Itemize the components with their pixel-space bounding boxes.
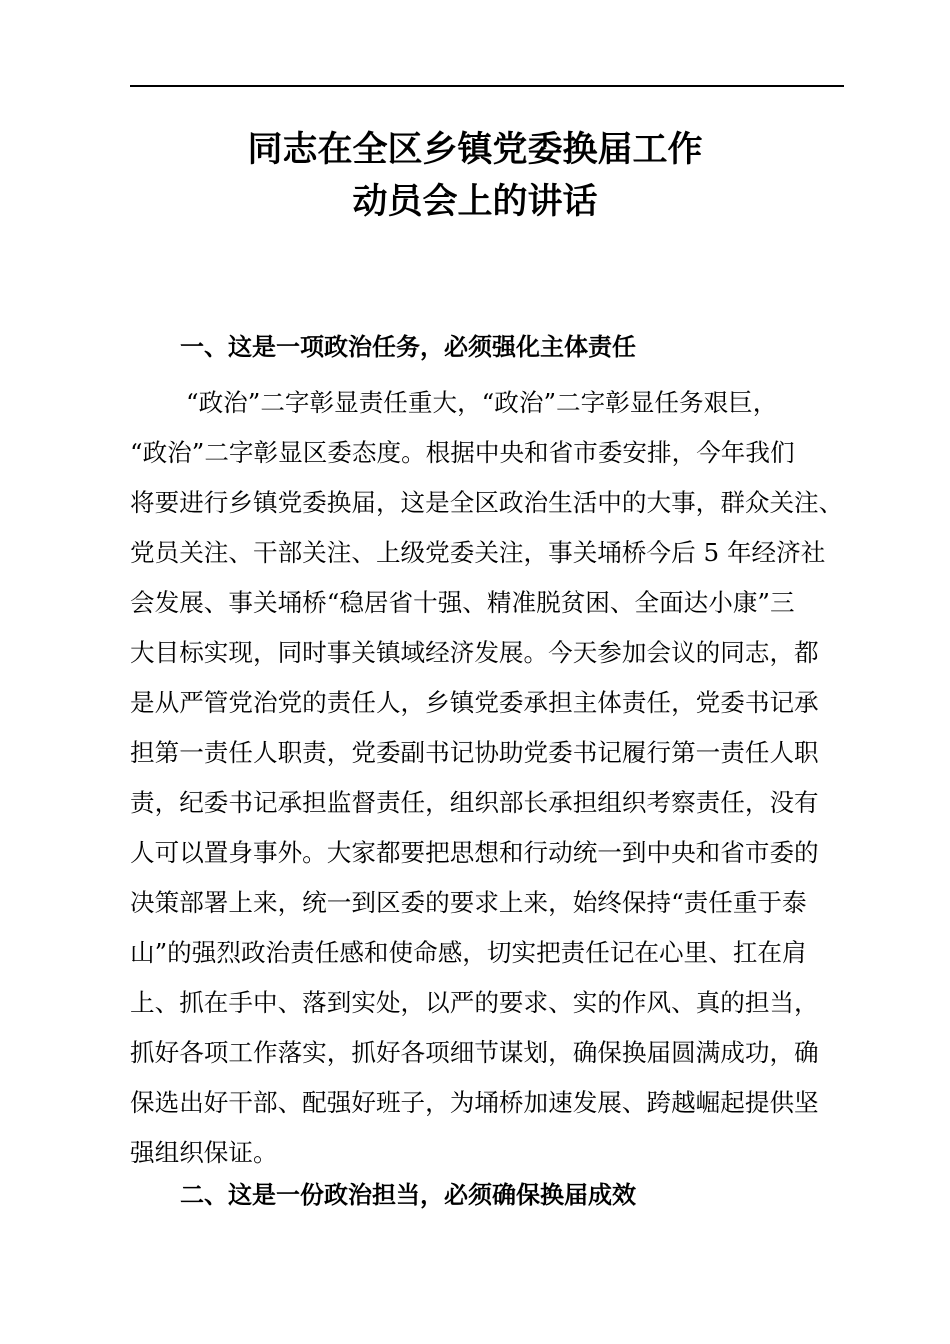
- body-line: 抓好各项工作落实，抓好各项细节谋划，确保换届圆满成功，确: [130, 1038, 819, 1067]
- body-line: 会发展、事关埇桥“稳居省十强、精准脱贫困、全面达小康”三: [130, 588, 795, 617]
- body-line: 人可以置身事外。大家都要把思想和行动统一到中央和省市委的: [130, 838, 819, 867]
- body-line: 山”的强烈政治责任感和使命感，切实把责任记在心里、扛在肩: [130, 938, 807, 967]
- section-1-heading: 一、这是一项政治任务，必须强化主体责任: [180, 333, 636, 361]
- body-line: 党员关注、干部关注、上级党委关注，事关埇桥今后 5 年经济社: [130, 538, 826, 567]
- body-line: 是从严管党治党的责任人，乡镇党委承担主体责任，党委书记承: [130, 688, 819, 717]
- body-line: 将要进行乡镇党委换届，这是全区政治生活中的大事，群众关注、: [130, 488, 844, 517]
- body-line: “政治”二字彰显责任重大，“政治”二字彰显任务艰巨，: [186, 388, 778, 417]
- body-line: 大目标实现，同时事关镇域经济发展。今天参加会议的同志，都: [130, 638, 819, 667]
- section-2-heading: 二、这是一份政治担当，必须确保换届成效: [180, 1181, 636, 1209]
- body-line: 担第一责任人职责，党委副书记协助党委书记履行第一责任人职: [130, 738, 819, 767]
- title-line-2: 动员会上的讲话: [352, 182, 598, 222]
- body-line: 保选出好干部、配强好班子，为埇桥加速发展、跨越崛起提供坚: [130, 1088, 819, 1117]
- top-rule: [130, 85, 844, 87]
- section-1-body: [130, 378, 850, 1178]
- body-line: “政治”二字彰显区委态度。根据中央和省市委安排，今年我们: [130, 438, 795, 467]
- title-line-1: 同志在全区乡镇党委换届工作: [247, 130, 703, 170]
- body-line: 强组织保证。: [130, 1138, 278, 1167]
- body-line: 上、抓在手中、落到实处，以严的要求、实的作风、真的担当，: [130, 988, 819, 1017]
- body-line: 责，纪委书记承担监督责任，组织部长承担组织考察责任，没有: [130, 788, 819, 817]
- document-title: [0, 124, 950, 228]
- body-line: 决策部署上来，统一到区委的要求上来，始终保持“责任重于泰: [130, 888, 807, 917]
